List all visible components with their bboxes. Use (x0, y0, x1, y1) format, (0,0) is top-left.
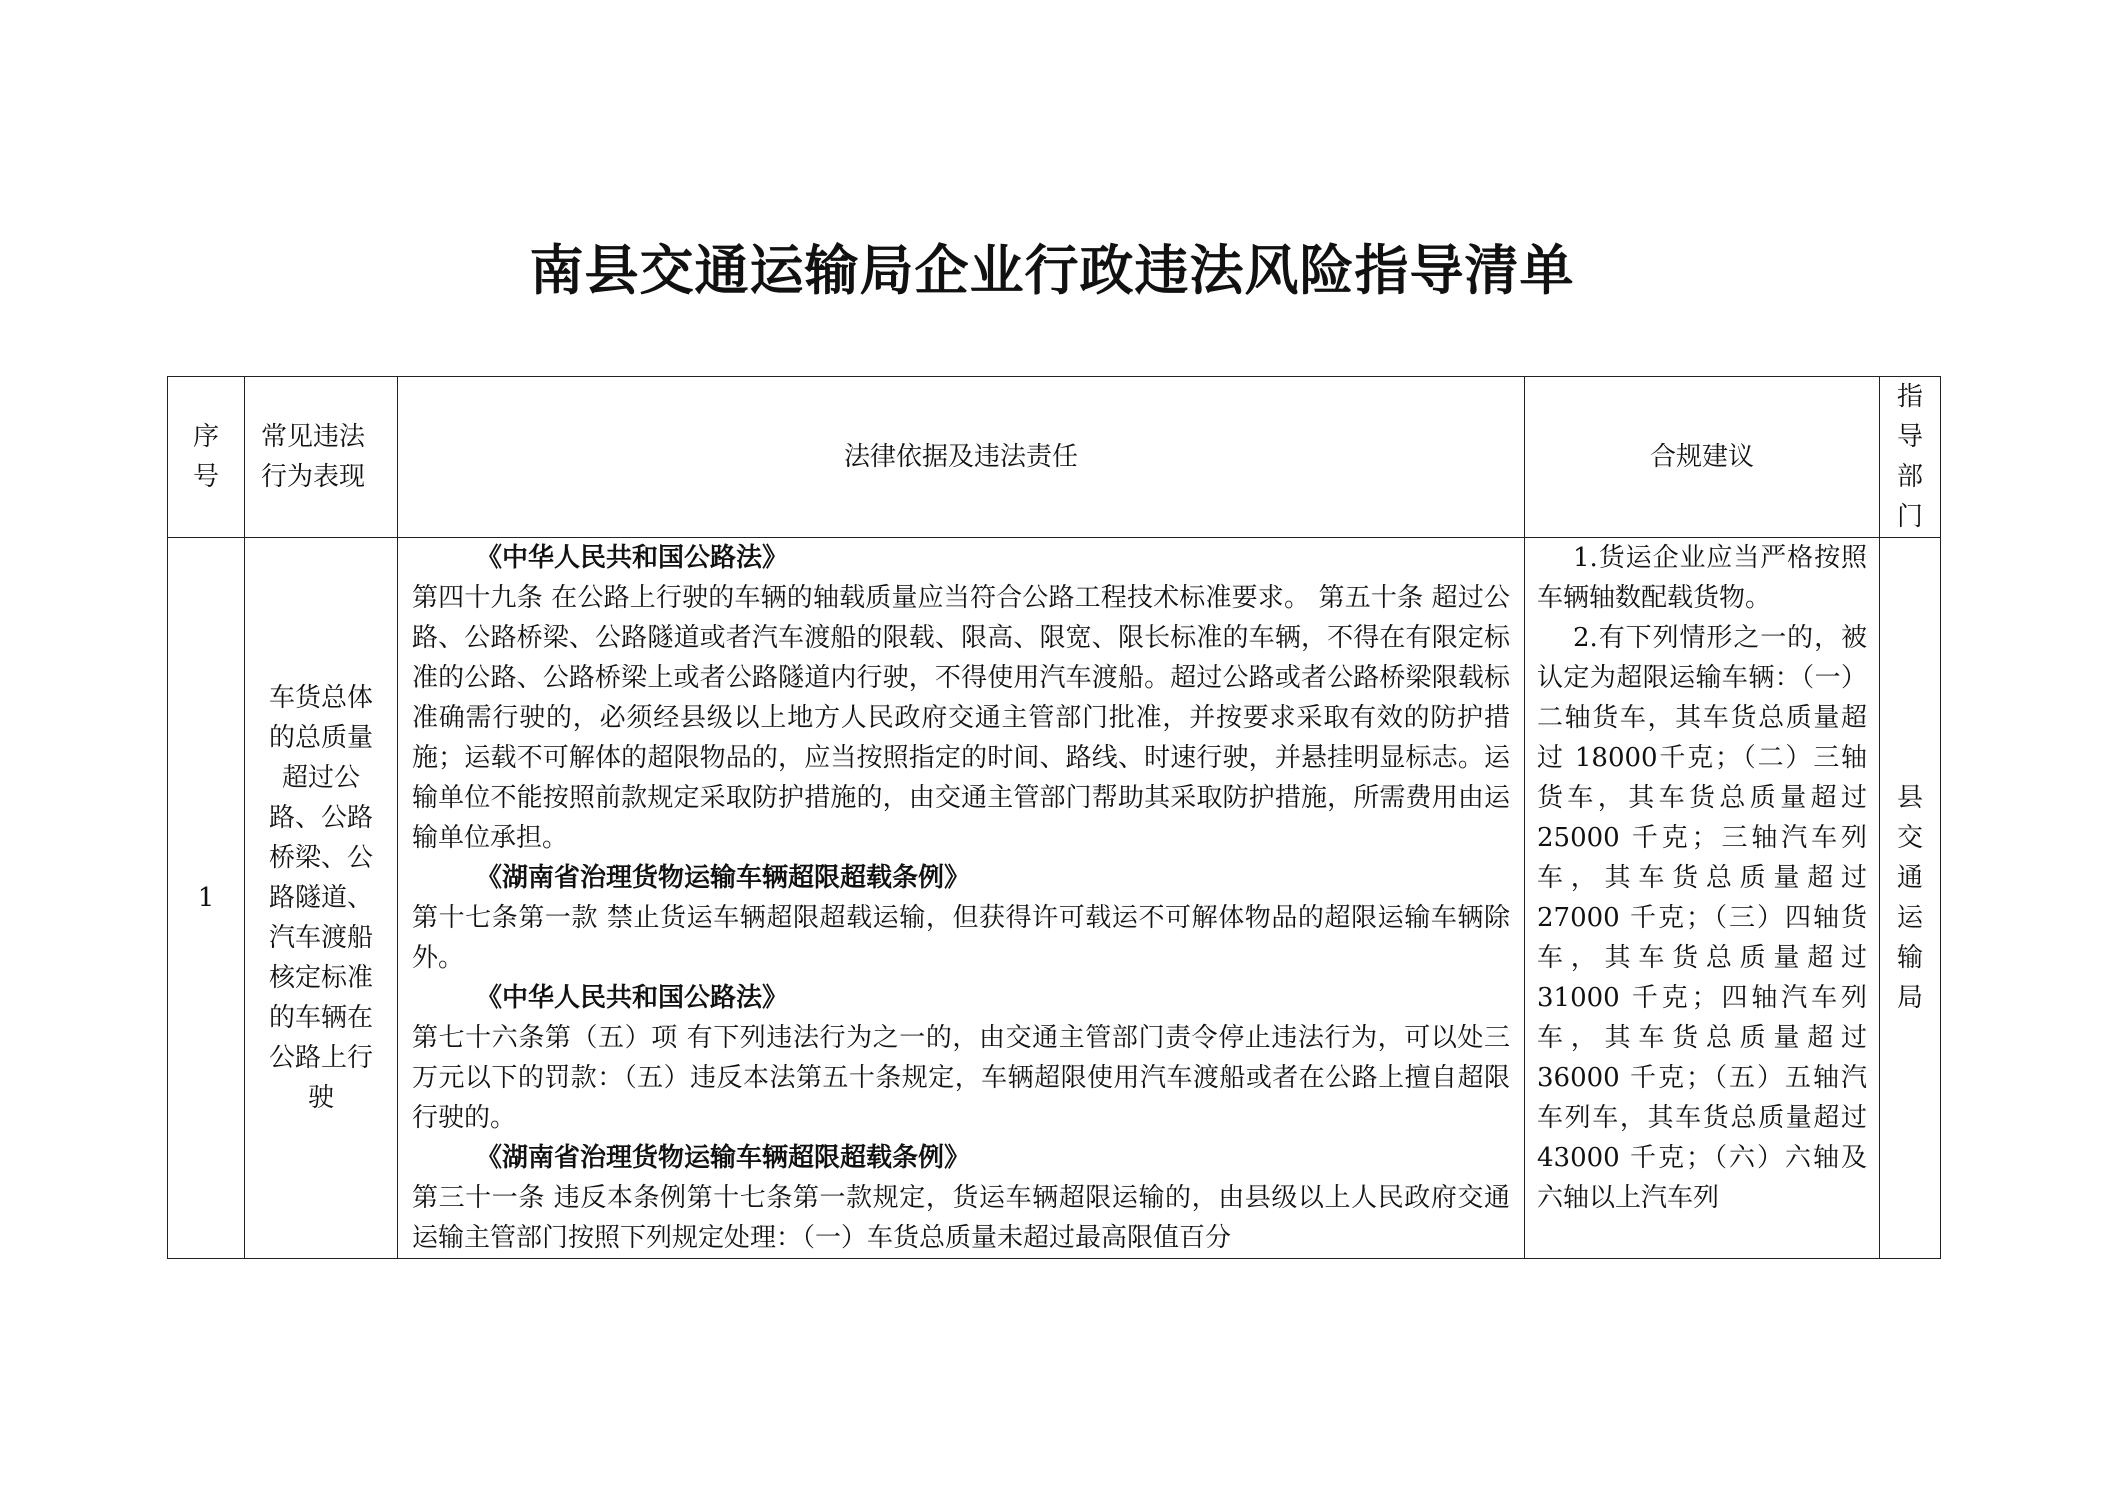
cell-dept (1880, 538, 1941, 1259)
cell-law (398, 538, 1525, 1259)
header-law (398, 377, 1525, 538)
page-title: 南县交通运输局企业行政违法风险指导清单 (529, 239, 1575, 302)
cell-seq (168, 538, 245, 1259)
row-dept: 县交通运输局 (1896, 783, 1923, 1013)
law-paragraph: 第三十一条 违反本条例第十七条第一款规定，货运车辆超限运输的，由县级以上人民政府交通运输主管部门按照下列规定处理：（一）车货总质量未超过最高限值百分 (412, 1183, 1510, 1253)
advice-paragraph: 2.有下列情形之一的，被认定为超限运输车辆：（一）二轴货车，其车货总质量超过 18000千克；（二）三轴货车，其车货总质量超过25000 千克；三轴汽车列车，其车货总质量超过27000 千克；（三）四轴货车，其车货总质量超过31000 千克；四轴汽车列车，其车货总质量超过36000 千克；（五）五轴汽车列车，其车货总质量超过 43000 千克；（六）六轴及六轴以上汽车列 (1537, 623, 1867, 1213)
law-paragraph: 第十七条第一款 禁止货运车辆超限超载运输，但获得许可载运不可解体物品的超限运输车辆除外。 (412, 903, 1510, 973)
law-paragraph: 第七十六条第（五）项 有下列违法行为之一的，由交通主管部门责令停止违法行为，可以处三万元以下的罚款：（五）违反本法第五十条规定，车辆超限使用汽车渡船或者在公路上擅自超限行驶的。 (412, 1023, 1510, 1133)
header-law-label: 法律依据及违法责任 (843, 442, 1078, 472)
table-header-row (168, 377, 1941, 538)
cell-advice (1525, 538, 1880, 1259)
header-dept-label: 指导部门 (1896, 382, 1923, 532)
advice-paragraph: 1.货运企业应当严格按照车辆轴数配载货物。 (1537, 543, 1867, 613)
law-title: 《湖南省治理货物运输车辆超限超载条例》 (476, 1143, 971, 1173)
row-seq: 1 (197, 883, 215, 913)
header-advice (1525, 377, 1880, 538)
header-seq (168, 377, 245, 538)
row-behavior: 车货总体的总质量超过公路、公路桥梁、公路隧道、汽车渡船核定标准的车辆在公路上行驶 (268, 683, 373, 1113)
law-title: 《湖南省治理货物运输车辆超限超载条例》 (476, 863, 971, 893)
header-behavior-label: 常见违法行为表现 (261, 422, 366, 492)
law-title: 《中华人民共和国公路法》 (476, 543, 789, 573)
table-row (168, 538, 1941, 1259)
header-seq-label: 序号 (192, 422, 219, 492)
risk-guidance-table (167, 376, 1941, 1259)
law-title: 《中华人民共和国公路法》 (476, 983, 789, 1013)
header-behavior (245, 377, 398, 538)
cell-behavior (245, 538, 398, 1259)
header-advice-label: 合规建议 (1649, 442, 1754, 472)
law-paragraph: 第四十九条 在公路上行驶的车辆的轴载质量应当符合公路工程技术标准要求。 第五十条 超过公路、公路桥梁、公路隧道或者汽车渡船的限载、限高、限宽、限长标准的车辆，不得在有限定标准的公路、公路桥梁上或者公路隧道内行驶，不得使用汽车渡船。超过公路或者公路桥梁限载标准确需行驶的，必须经县级以上地方人民政府交通主管部门批准，并按要求采取有效的防护措施；运载不可解体的超限物品的，应当按照指定的时间、路线、时速行驶，并悬挂明显标志。运输单位不能按照前款规定采取防护措施的，由交通主管部门帮助其采取防护措施，所需费用由运输单位承担。 (412, 583, 1510, 853)
header-dept (1880, 377, 1941, 538)
